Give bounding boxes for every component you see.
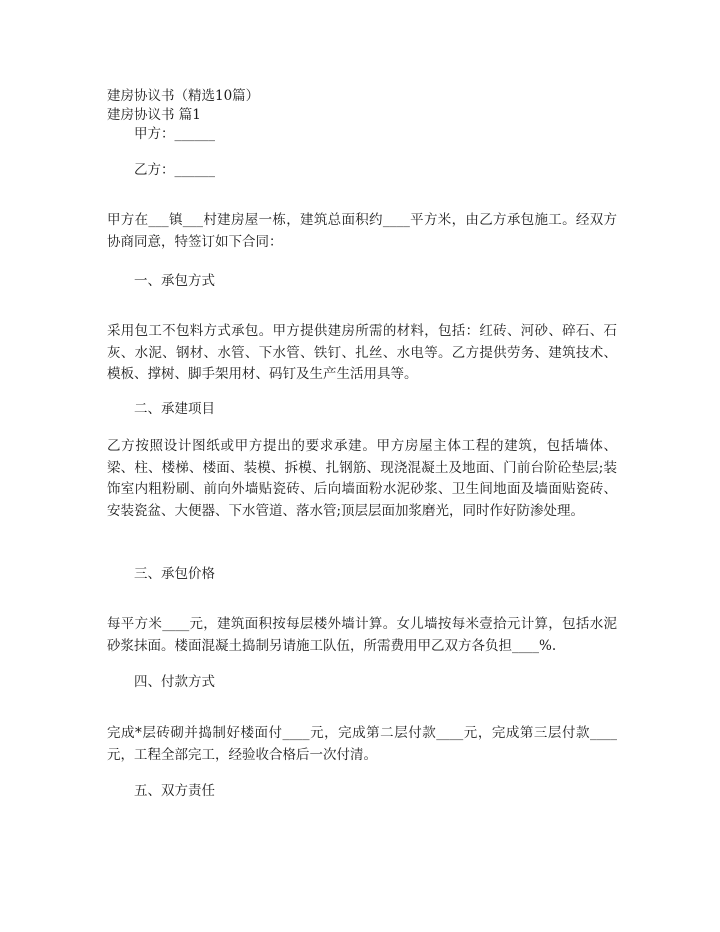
section-body-4: 完成*层砖砌并捣制好楼面付____元，完成第二层付款____元，完成第三层付款____元，工程全部完工，经验收合格后一次付清。 — [107, 725, 617, 763]
section-heading-3: 三、承包价格 — [134, 566, 215, 582]
party-b-line: 乙方：______ — [134, 162, 215, 178]
document-title: 建房协议书（精选10篇） — [107, 88, 260, 104]
section-heading-4: 四、付款方式 — [134, 674, 215, 690]
party-a-line: 甲方：______ — [134, 126, 215, 142]
document-subtitle: 建房协议书 篇1 — [107, 107, 201, 123]
section-heading-5: 五、双方责任 — [134, 783, 215, 799]
section-heading-2: 二、承建项目 — [134, 401, 215, 417]
section-body-2: 乙方按照设计图纸或甲方提出的要求承建。甲方房屋主体工程的建筑，包括墙体、梁、柱、楼梯、楼面、装模、拆模、扎钢筋、现浇混凝土及地面、门前台阶砼垫层;装饰室内粗粉刷、前向外墙贴瓷砖、后向墙面粉水泥砂浆、卫生间地面及墙面贴瓷砖、安装瓷盆、大便器、下水管道、落水管;顶层层面加浆磨光，同时作好防渗处理。 — [107, 438, 617, 519]
intro-paragraph: 甲方在___镇___村建房屋一栋，建筑总面积约____平方米，由乙方承包施工。经双方协商同意，特签订如下合同： — [107, 212, 617, 250]
section-body-1: 采用包工不包料方式承包。甲方提供建房所需的材料，包括：红砖、河砂、碎石、石灰、水泥、钢材、水管、下水管、铁钉、扎丝、水电等。乙方提供劳务、建筑技术、模板、撑树、脚手架用材、码钉及生产生活用具等。 — [107, 323, 617, 382]
section-heading-1: 一、承包方式 — [134, 273, 215, 289]
section-body-3: 每平方米____元，建筑面积按每层楼外墙计算。女儿墙按每米壹拾元计算，包括水泥砂浆抹面。楼面混凝土捣制另请施工队伍，所需费用甲乙双方各负担____%. — [107, 616, 617, 654]
